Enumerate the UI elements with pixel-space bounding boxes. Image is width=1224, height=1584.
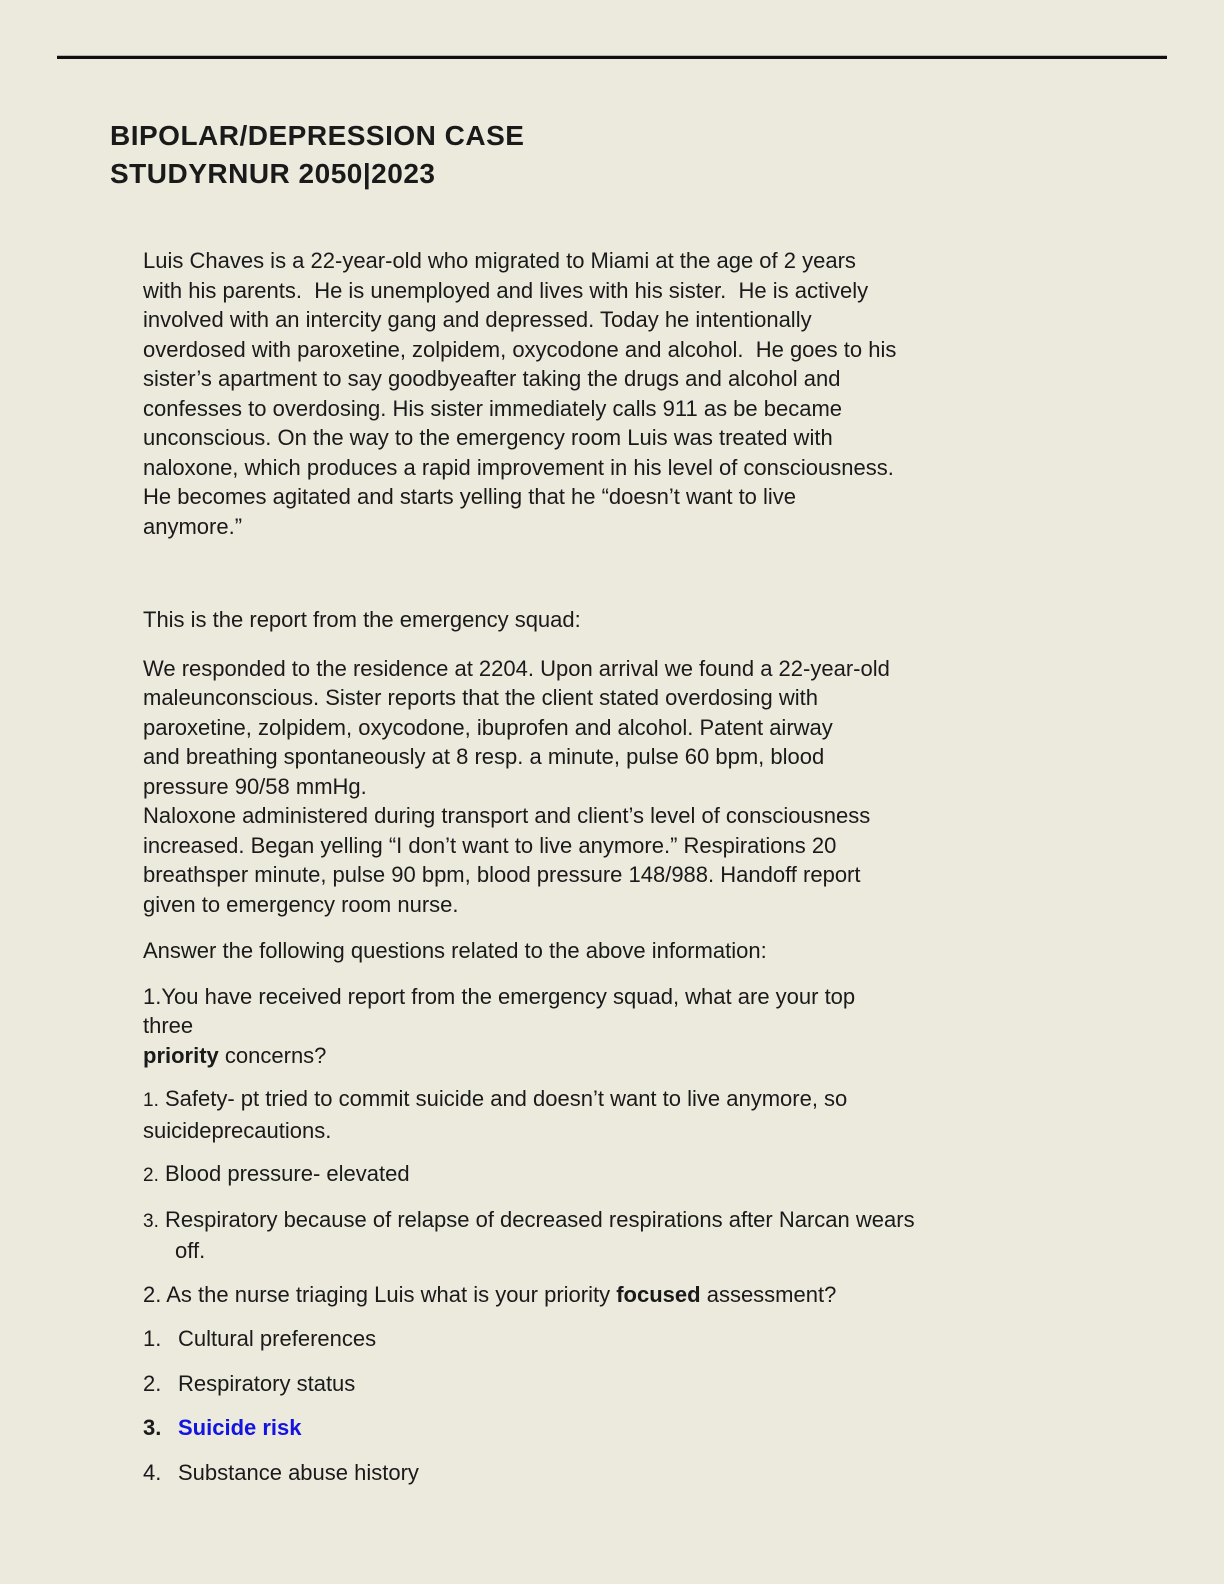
q2-option-4	[143, 1458, 1140, 1488]
question-2-prefix: 2. As the nurse triaging Luis what is your priority	[143, 1281, 617, 1307]
q1-answer-1-text: Safety- pt tried to commit suicide and doesn’t want to live anymore, so	[158, 1086, 848, 1111]
q2-option-3	[143, 1413, 1140, 1443]
report-line: We responded to the residence at 2204. Upon arrival we found a 22-year-old	[143, 655, 890, 681]
report-line: increased. Began yelling “I don’t want to live anymore.” Respirations 20	[143, 832, 837, 858]
question-1	[143, 982, 1140, 1071]
question-1-line3	[143, 1041, 1140, 1071]
intro-line: confesses to overdosing. His sister immediately calls 911 as be became	[143, 395, 843, 421]
report-line: breathsper minute, pulse 90 bpm, blood pressure 148/988. Handoff report	[143, 862, 861, 887]
report-line: and breathing spontaneously at 8 resp. a minute, pulse 60 bpm, blood	[143, 744, 825, 769]
question-1-line1: 1.You have received report from the emergency squad, what are your top	[143, 983, 856, 1009]
page-title-line1: BIPOLAR/DEPRESSION CASE	[110, 120, 525, 151]
q2-option-3-label-highlighted: Suicide risk	[178, 1415, 302, 1440]
q1-answer-1-marker: 1.	[143, 1090, 159, 1111]
question-1-line2: three	[143, 1013, 194, 1038]
question-2-bold-word: focused	[616, 1281, 701, 1307]
report-intro-line: This is the report from the emergency squad:	[143, 607, 581, 632]
q2-option-2	[143, 1369, 1140, 1399]
q1-answer-2	[143, 1159, 1140, 1191]
question-2	[143, 1280, 1140, 1310]
question-1-bold-word: priority	[143, 1042, 219, 1068]
case-study-document	[110, 117, 1140, 1487]
report-line: given to emergency room nurse.	[143, 891, 459, 917]
intro-line: with his parents. He is unemployed and lives with his sister. He is actively	[143, 277, 869, 303]
intro-paragraph	[143, 246, 1140, 541]
intro-line: overdosed with paroxetine, zolpidem, oxycodone and alcohol. He goes to his	[143, 336, 897, 362]
intro-line: sister’s apartment to say goodbyeafter taking the drugs and alcohol and	[143, 366, 841, 391]
q1-answer-1	[143, 1084, 1140, 1145]
report-line: paroxetine, zolpidem, oxycodone, ibuprofen and alcohol. Patent airway	[143, 714, 833, 740]
q2-option-2-number: 2.	[143, 1370, 162, 1396]
report-line: pressure 90/58 mmHg.	[143, 773, 367, 799]
intro-line: He becomes agitated and starts yelling that he “doesn’t want to live	[143, 484, 797, 509]
intro-line: anymore.”	[143, 513, 243, 539]
question-1-line3-rest: concerns?	[218, 1042, 327, 1068]
report-paragraph	[143, 654, 1140, 920]
page-title-line2: STUDYRNUR 2050|2023	[110, 158, 436, 189]
intro-line: involved with an intercity gang and depressed. Today he intentionally	[143, 307, 812, 332]
question-2-suffix: assessment?	[700, 1281, 837, 1307]
q1-answer-3-text: Respiratory because of relapse of decreased respirations after Narcan wears	[158, 1206, 915, 1232]
report-line: Naloxone administered during transport and client’s level of consciousness	[143, 803, 871, 828]
q2-option-1-label: Cultural preferences	[178, 1326, 377, 1351]
intro-line: unconscious. On the way to the emergency room Luis was treated with	[143, 425, 833, 450]
intro-line: naloxone, which produces a rapid improvement in his level of consciousness.	[143, 454, 894, 480]
q1-answer-3-marker: 3.	[143, 1210, 159, 1232]
q1-answer-2-text: Blood pressure- elevated	[158, 1161, 410, 1186]
page-title	[110, 117, 1140, 193]
q1-answer-2-marker: 2.	[143, 1165, 159, 1186]
q2-option-1-number: 1.	[143, 1326, 162, 1351]
q2-option-4-number: 4.	[143, 1459, 162, 1485]
q2-option-3-number: 3.	[143, 1415, 162, 1440]
q2-option-2-label: Respiratory status	[178, 1370, 356, 1396]
report-line: maleunconscious. Sister reports that the client stated overdosing with	[143, 685, 819, 710]
document-body	[143, 246, 1140, 1487]
q2-option-1	[143, 1324, 1140, 1354]
q1-answer-3	[143, 1205, 1140, 1266]
q1-answer-3-continuation: off.	[175, 1238, 206, 1263]
intro-line: Luis Chaves is a 22-year-old who migrated to Miami at the age of 2 years	[143, 248, 856, 273]
top-divider-rule	[57, 55, 1167, 59]
q1-answer-1-continuation: suicideprecautions.	[143, 1117, 332, 1143]
q2-option-4-label: Substance abuse history	[178, 1459, 419, 1485]
answer-prompt-line: Answer the following questions related to the above information:	[143, 938, 767, 963]
